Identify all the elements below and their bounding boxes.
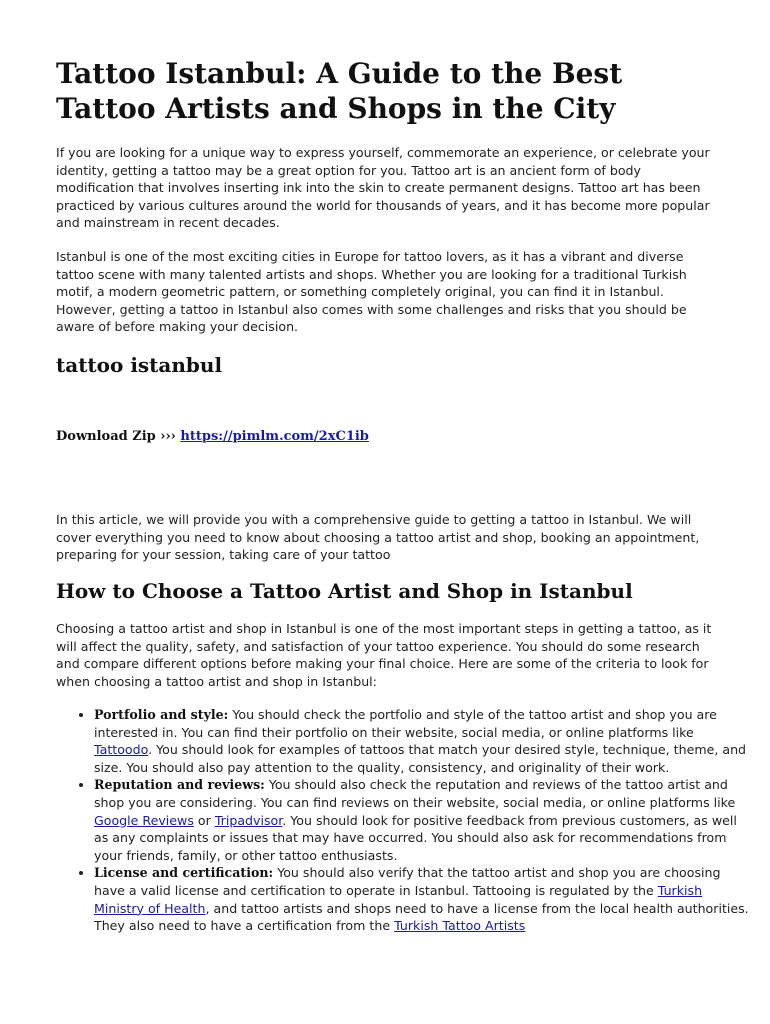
tattoo-artists-link[interactable]: Turkish Tattoo Artists (394, 918, 526, 934)
criteria-lead: Reputation and reviews: (94, 777, 265, 793)
download-link[interactable]: https://pimlm.com/2xC1ib (180, 429, 369, 444)
criteria-lead: Portfolio and style: (94, 707, 229, 722)
intro-paragraph-1: If you are looking for a unique way to express yourself, commemorate an experience, or celebrate your identity, getting a tattoo may be a great option for you. Tattoo art is an ancient form of body modification that involves inserting ink into the skin to create permanent designs. Tattoo art has been practiced by various cultures around the world for thousands of years, and it has become more popular and mainstream in recent decades. (56, 145, 710, 231)
criteria-item-portfolio (94, 706, 754, 776)
google-reviews-link[interactable]: Google Reviews (94, 812, 194, 828)
criteria-item-reputation (94, 776, 754, 864)
criteria-list (56, 706, 754, 935)
criteria-item-license (94, 864, 754, 934)
criteria-lead: License and certification: (94, 865, 274, 881)
criteria-text: . You should look for examples of tattoos that match your desired style, technique, theme, and size. You should also pay attention to the quality, consistency, and originality of their work. (94, 742, 747, 775)
criteria-text: , and tattoo artists and shops need to have a license from the local health authorities. They also need to have a certification from the (94, 900, 749, 934)
criteria-text: or (193, 812, 215, 828)
criteria-text: . You should look for positive feedback from previous customers, as well as any complaints or issues that may have occurred. You should also ask for recommendations from your friends, family, or other tattoo enthusiasts. (94, 812, 737, 863)
article-intro-paragraph: In this article, we will provide you with a comprehensive guide to getting a tattoo in Istanbul. We will cover everything you need to know about choosing a tattoo artist and shop, booking an appointment, preparing for your session, taking care of your tattoo (56, 512, 700, 563)
tripadvisor-link[interactable]: Tripadvisor (214, 812, 283, 828)
download-label: Download Zip ››› (56, 429, 176, 444)
criteria-text: You should also verify that the tattoo artist and shop you are choosing have a valid license and certification to operate in Istanbul. Tattooing is regulated by the (94, 865, 721, 898)
criteria-text: You should also check the reputation and reviews of the tattoo artist and shop you are considering. You can find reviews on their website, social media, or online platforms like (94, 777, 736, 810)
ministry-of-health-link[interactable]: Turkish Ministry of Health (94, 882, 703, 916)
section-intro-paragraph: Choosing a tattoo artist and shop in Istanbul is one of the most important steps in getting a tattoo, as it will affect the quality, safety, and satisfaction of your tattoo experience. You should do some research and compare different options before making your final choice. Here are some of the criteria to look for when choosing a tattoo artist and shop in Istanbul: (56, 621, 712, 689)
download-line (56, 428, 369, 446)
section-heading: How to Choose a Tattoo Artist and Shop in Istanbul (56, 579, 633, 603)
page-title: Tattoo Istanbul: A Guide to the Best Tattoo Artists and Shops in the City (56, 57, 623, 125)
tattoodo-link[interactable]: Tattoodo (94, 742, 149, 758)
intro-paragraph-2: Istanbul is one of the most exciting cities in Europe for tattoo lovers, as it has a vibrant and diverse tattoo scene with many talented artists and shops. Whether you are looking for a traditional Turkish motif, a modern geometric pattern, or something completely original, you can find it in Istanbul. However, getting a tattoo in Istanbul also comes with some challenges and risks that you should be aware of before making your decision. (56, 249, 687, 335)
criteria-text: You should check the portfolio and style of the tattoo artist and shop you are interested in. You can find their portfolio on their website, social media, or online platforms like (94, 707, 717, 740)
keyword-heading: tattoo istanbul (56, 353, 223, 377)
